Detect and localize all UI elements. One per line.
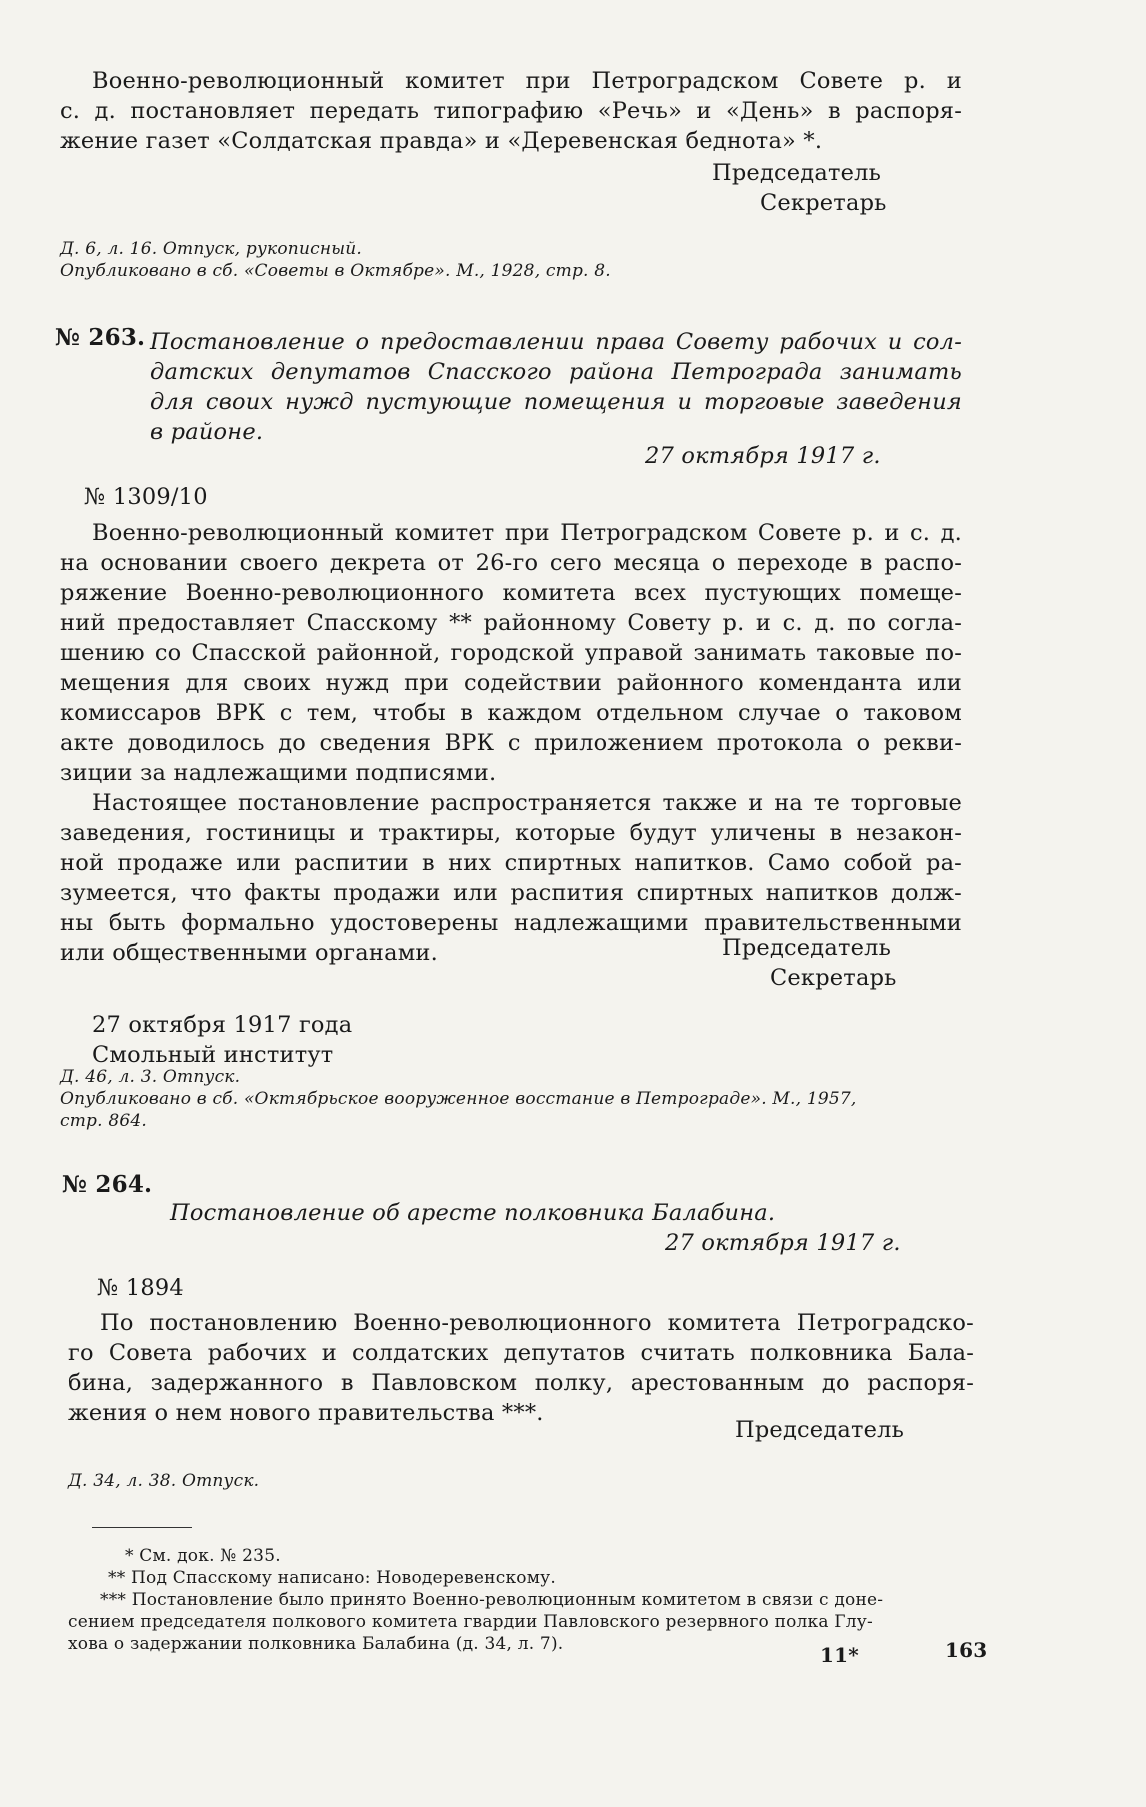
doc263-body-line-7: комиссаров ВРК с тем, чтобы в каждом отдельном случае о таковом: [60, 700, 962, 726]
doc263-title-line-3: для своих нужд пустующие помещения и торговые заведения: [150, 389, 962, 415]
doc264-body-line-2: го Совета рабочих и солдатских депутатов считать полковника Бала-: [68, 1340, 974, 1366]
block1-line-2: с. д. постановляет передать типографию «Речь» и «День» в распоря-: [60, 98, 962, 124]
block1-source-1: Д. 6, л. 16. Отпуск, рукописный.: [60, 239, 363, 259]
block1-signature-chairman: Председатель: [712, 160, 882, 186]
doc263-source-1: Д. 46, л. 3. Отпуск.: [60, 1067, 241, 1087]
doc264-body-line-3: бина, задержанного в Павловском полку, арестованным до распоря-: [68, 1370, 974, 1396]
doc263-title-line-4: в районе.: [150, 419, 264, 445]
doc263-place-date: 27 октября 1917 года: [92, 1012, 353, 1038]
doc264-signature-chairman: Председатель: [735, 1417, 905, 1443]
block1-line-3: жение газет «Солдатская правда» и «Деревенская беднота» *.: [60, 128, 823, 154]
doc264-body-line-4: жения о нем нового правительства ***.: [68, 1400, 544, 1426]
footnote-1: * См. док. № 235.: [125, 1546, 281, 1566]
doc263-body-line-1: Военно-революционный комитет при Петроградском Совете р. и с. д.: [92, 520, 962, 546]
page-number: 163: [945, 1638, 988, 1662]
signature-mark: 11*: [820, 1643, 859, 1667]
doc263-body-line-5: шению со Спасской районной, городской управой занимать таковые по-: [60, 640, 962, 666]
doc264-body-line-1: По постановлению Военно-революционного комитета Петроградско-: [100, 1310, 974, 1336]
footnote-divider: [92, 1527, 192, 1528]
doc263-body-line-14: ны быть формально удостоверены надлежащими правительственными: [60, 910, 962, 936]
doc263-body-line-12: ной продаже или распитии в них спиртных напитков. Само собой ра-: [60, 850, 962, 876]
doc263-body-line-6: мещения для своих нужд при содействии районного коменданта или: [60, 670, 962, 696]
doc263-title-line-2: датских депутатов Спасского района Петрограда занимать: [150, 359, 962, 385]
doc263-date: 27 октября 1917 г.: [645, 443, 881, 469]
doc264-ref-number: № 1894: [97, 1275, 184, 1301]
doc263-body-line-8: акте доводилось до сведения ВРК с приложением протокола о рекви-: [60, 730, 962, 756]
footnote-2: ** Под Спасскому написано: Новодеревенскому.: [108, 1568, 556, 1588]
doc263-ref-number: № 1309/10: [84, 484, 208, 510]
doc263-title-line-1: Постановление о предоставлении права Совету рабочих и сол-: [150, 329, 962, 355]
doc263-body-line-4: ний предоставляет Спасскому ** районному Совету р. и с. д. по согла-: [60, 610, 962, 636]
doc263-body-line-2: на основании своего декрета от 26-го сего месяца о переходе в распо-: [60, 550, 962, 576]
doc263-body-line-13: зумеется, что факты продажи или распития спиртных напитков долж-: [60, 880, 962, 906]
doc264-source: Д. 34, л. 38. Отпуск.: [68, 1471, 260, 1491]
footnote-4: сением председателя полкового комитета гвардии Павловского резервного полка Глу-: [68, 1612, 873, 1632]
doc263-body-line-10: Настоящее постановление распространяется также и на те торговые: [92, 790, 962, 816]
doc263-body-line-9: зиции за надлежащими подписями.: [60, 760, 497, 786]
doc263-body-line-15: или общественными органами.: [60, 940, 438, 966]
doc264-number: № 264.: [62, 1171, 153, 1198]
doc263-body-line-11: заведения, гостиницы и трактиры, которые будут уличены в незакон-: [60, 820, 962, 846]
block1-source-2: Опубликовано в сб. «Советы в Октябре». М., 1928, стр. 8.: [60, 261, 611, 281]
doc264-title: Постановление об аресте полковника Балабина.: [170, 1200, 776, 1226]
doc263-place-name: Смольный институт: [92, 1042, 334, 1068]
doc263-number: № 263.: [55, 324, 146, 351]
doc263-source-2: Опубликовано в сб. «Октябрьское вооруженное восстание в Петрограде». М., 1957,: [60, 1089, 857, 1109]
doc263-signature-secretary: Секретарь: [770, 965, 897, 991]
doc263-source-3: стр. 864.: [60, 1111, 147, 1131]
doc263-signature-chairman: Председатель: [722, 935, 892, 961]
footnote-5: хова о задержании полковника Балабина (д. 34, л. 7).: [68, 1634, 564, 1654]
footnote-3: *** Постановление было принято Военно-революционным комитетом в связи с доне-: [100, 1590, 884, 1610]
block1-line-1: Военно-революционный комитет при Петроградском Совете р. и: [92, 68, 962, 94]
block1-signature-secretary: Секретарь: [760, 190, 887, 216]
doc263-body-line-3: ряжение Военно-революционного комитета всех пустующих помеще-: [60, 580, 962, 606]
doc264-date: 27 октября 1917 г.: [665, 1230, 901, 1256]
